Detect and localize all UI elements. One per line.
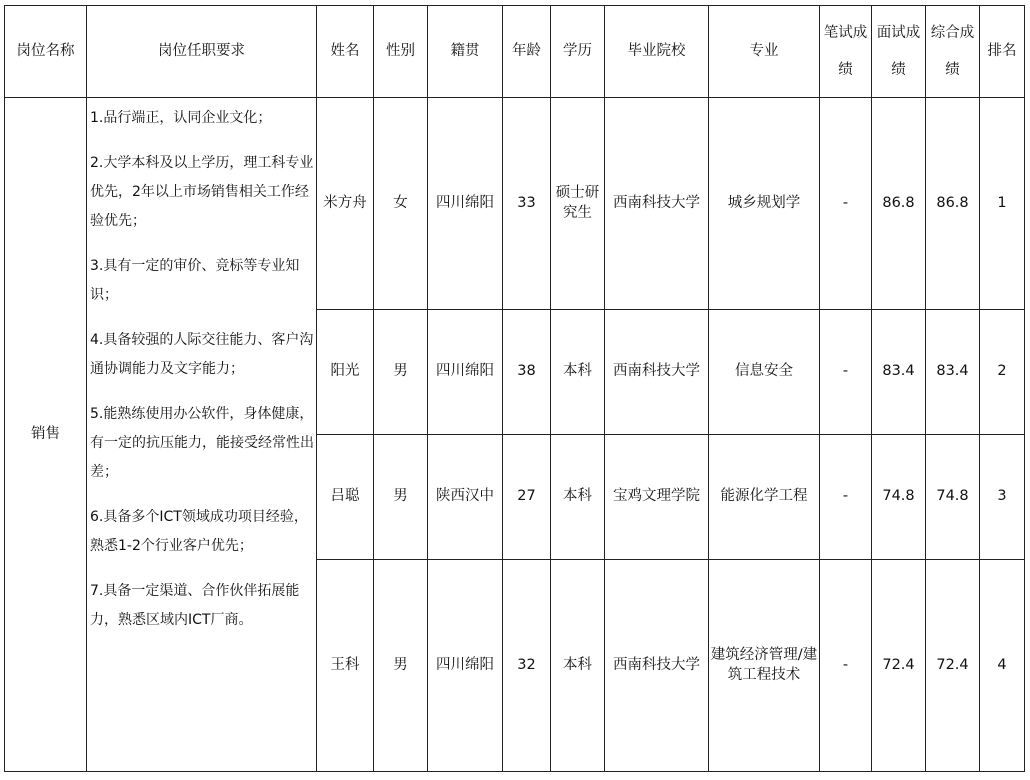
requirement-item: 4.具备较强的人际交往能力、客户沟通协调能力及文字能力； bbox=[90, 332, 314, 377]
candidate-interview-score: 72.4 bbox=[872, 560, 926, 772]
header-education: 学历 bbox=[551, 6, 605, 98]
candidate-gender: 男 bbox=[374, 435, 428, 560]
requirement-item: 1.品行端正，认同企业文化； bbox=[90, 110, 272, 126]
candidate-major: 建筑经济管理/建筑工程技术 bbox=[709, 560, 820, 772]
header-gender: 性别 bbox=[374, 6, 428, 98]
requirements-cell bbox=[87, 98, 317, 772]
header-origin: 籍贯 bbox=[428, 6, 503, 98]
candidate-total-score: 86.8 bbox=[926, 98, 980, 310]
candidate-major: 能源化学工程 bbox=[709, 435, 820, 560]
candidate-age: 32 bbox=[503, 560, 551, 772]
header-total-score: 综合成绩 bbox=[926, 6, 980, 98]
requirement-item: 3.具有一定的审价、竞标等专业知识； bbox=[90, 258, 300, 303]
position-cell: 销售 bbox=[5, 98, 87, 772]
header-interview-score: 面试成绩 bbox=[872, 6, 926, 98]
candidate-education: 本科 bbox=[551, 560, 605, 772]
candidate-interview-score: 86.8 bbox=[872, 98, 926, 310]
candidate-name: 吕聪 bbox=[317, 435, 374, 560]
candidate-name: 阳光 bbox=[317, 310, 374, 435]
candidate-written-score: - bbox=[820, 435, 872, 560]
candidate-written-score: - bbox=[820, 98, 872, 310]
candidate-rank: 3 bbox=[980, 435, 1025, 560]
candidate-education: 本科 bbox=[551, 310, 605, 435]
header-requirements: 岗位任职要求 bbox=[87, 6, 317, 98]
candidate-interview-score: 83.4 bbox=[872, 310, 926, 435]
candidate-rank: 1 bbox=[980, 98, 1025, 310]
candidate-gender: 男 bbox=[374, 560, 428, 772]
candidate-origin: 四川绵阳 bbox=[428, 560, 503, 772]
candidate-name: 米方舟 bbox=[317, 98, 374, 310]
candidate-name: 王科 bbox=[317, 560, 374, 772]
requirement-item: 5.能熟练使用办公软件，身体健康，有一定的抗压能力，能接受经常性出差； bbox=[90, 406, 314, 480]
header-rank: 排名 bbox=[980, 6, 1025, 98]
candidate-origin: 陕西汉中 bbox=[428, 435, 503, 560]
requirement-item: 7.具备一定渠道、合作伙伴拓展能力，熟悉区域内ICT厂商。 bbox=[90, 583, 300, 628]
candidate-major: 城乡规划学 bbox=[709, 98, 820, 310]
candidate-major: 信息安全 bbox=[709, 310, 820, 435]
header-major: 专业 bbox=[709, 6, 820, 98]
candidate-school: 宝鸡文理学院 bbox=[605, 435, 709, 560]
candidate-age: 33 bbox=[503, 98, 551, 310]
header-position: 岗位名称 bbox=[5, 6, 87, 98]
candidate-age: 38 bbox=[503, 310, 551, 435]
candidate-rank: 2 bbox=[980, 310, 1025, 435]
candidate-interview-score: 74.8 bbox=[872, 435, 926, 560]
candidate-school: 西南科技大学 bbox=[605, 310, 709, 435]
candidate-total-score: 83.4 bbox=[926, 310, 980, 435]
candidate-gender: 男 bbox=[374, 310, 428, 435]
results-table bbox=[4, 5, 1025, 772]
candidate-school: 西南科技大学 bbox=[605, 98, 709, 310]
candidate-total-score: 74.8 bbox=[926, 435, 980, 560]
candidate-gender: 女 bbox=[374, 98, 428, 310]
candidate-school: 西南科技大学 bbox=[605, 560, 709, 772]
candidate-age: 27 bbox=[503, 435, 551, 560]
requirement-item: 2.大学本科及以上学历，理工科专业优先，2年以上市场销售相关工作经验优先； bbox=[90, 155, 314, 229]
candidate-education: 本科 bbox=[551, 435, 605, 560]
candidate-origin: 四川绵阳 bbox=[428, 98, 503, 310]
header-name: 姓名 bbox=[317, 6, 374, 98]
candidate-origin: 四川绵阳 bbox=[428, 310, 503, 435]
header-row bbox=[5, 6, 1025, 98]
candidate-written-score: - bbox=[820, 560, 872, 772]
candidate-total-score: 72.4 bbox=[926, 560, 980, 772]
requirement-item: 6.具备多个ICT领域成功项目经验，熟悉1-2个行业客户优先； bbox=[90, 509, 308, 554]
header-school: 毕业院校 bbox=[605, 6, 709, 98]
header-written-score: 笔试成绩 bbox=[820, 6, 872, 98]
candidate-rank: 4 bbox=[980, 560, 1025, 772]
candidate-education: 硕士研究生 bbox=[551, 98, 605, 310]
table-row bbox=[5, 98, 1025, 310]
header-age: 年龄 bbox=[503, 6, 551, 98]
candidate-written-score: - bbox=[820, 310, 872, 435]
